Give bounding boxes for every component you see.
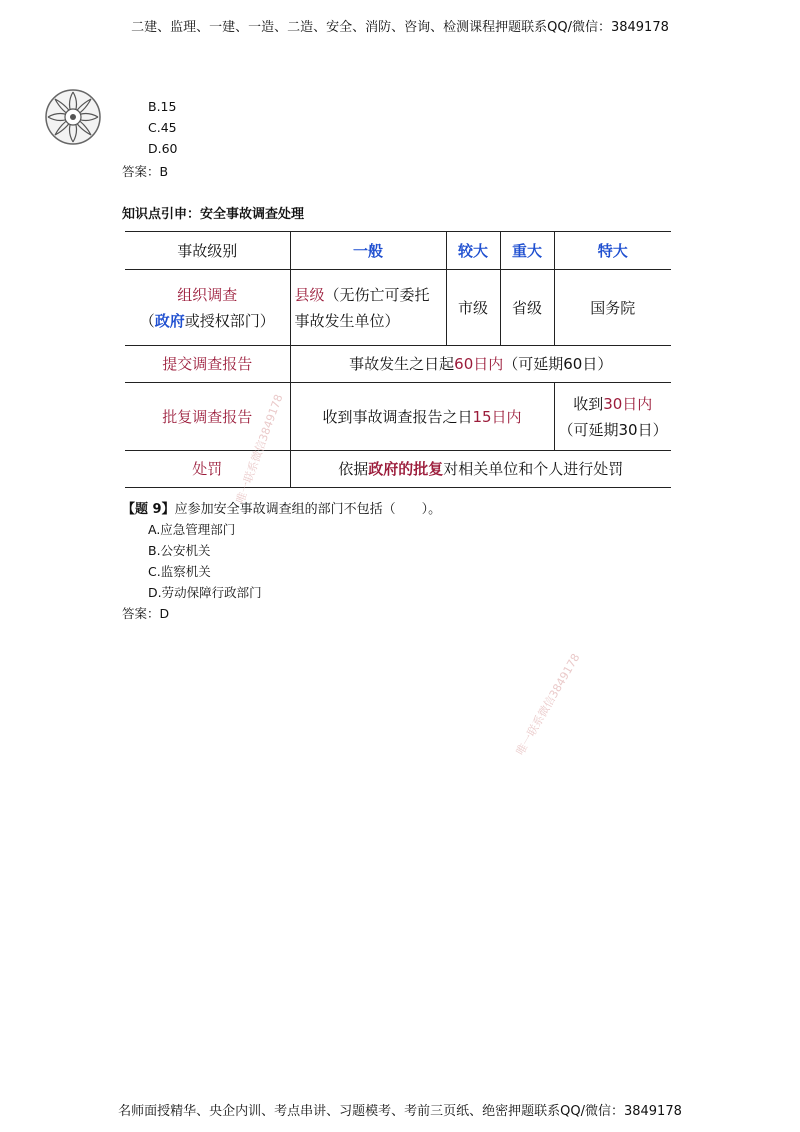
approve-label: 批复调查报告 bbox=[125, 383, 290, 451]
head-general: 一般 bbox=[290, 232, 446, 270]
table-row-punish bbox=[125, 451, 671, 488]
watermark-2: 唯一联系微信3849178 bbox=[513, 651, 583, 758]
q9-option-c: C.监察机关 bbox=[148, 564, 211, 579]
organize-major: 省级 bbox=[500, 270, 554, 346]
table-row-organize bbox=[125, 270, 671, 346]
approve-text: 收到事故调查报告之日15日内 bbox=[290, 383, 554, 451]
page-footer: 名师面授精华、央企内训、考点串讲、习题模考、考前三页纸、绝密押题联系QQ/微信：3849178 bbox=[118, 1104, 682, 1119]
punish-label: 处罚 bbox=[125, 451, 290, 488]
table-header-row bbox=[125, 232, 671, 270]
organize-huge: 国务院 bbox=[554, 270, 671, 346]
organize-larger: 市级 bbox=[446, 270, 500, 346]
q9-option-b: B.公安机关 bbox=[148, 543, 211, 558]
investigation-table bbox=[125, 231, 671, 488]
page-header: 二建、监理、一建、一造、二造、安全、消防、咨询、检测课程押题联系QQ/微信：3849178 bbox=[131, 20, 669, 35]
q9-option-d: D.劳动保障行政部门 bbox=[148, 585, 262, 600]
approve-huge: 收到30日内 （可延期30日） bbox=[554, 383, 671, 451]
prev-option-b: B.15 bbox=[148, 99, 177, 114]
punish-text: 依据政府的批复对相关单位和个人进行处罚 bbox=[290, 451, 671, 488]
organize-label-main: 组织调查 bbox=[177, 285, 238, 304]
knowledge-title: 知识点引申：安全事故调查处理 bbox=[122, 207, 305, 222]
q9-answer: 答案：D bbox=[122, 606, 170, 621]
organize-label-sub: （政府或授权部门） bbox=[139, 311, 275, 330]
submit-label: 提交调查报告 bbox=[125, 346, 290, 383]
prev-option-d: D.60 bbox=[148, 141, 178, 156]
head-level: 事故级别 bbox=[125, 232, 290, 270]
question-9-stem: 【题 9】应参加安全事故调查组的部门不包括（ ）。 bbox=[122, 502, 442, 517]
head-huge: 特大 bbox=[554, 232, 671, 270]
table-row-submit bbox=[125, 346, 671, 383]
table-row-approve bbox=[125, 383, 671, 451]
head-larger: 较大 bbox=[446, 232, 500, 270]
head-major: 重大 bbox=[500, 232, 554, 270]
organize-general: 县级（无伤亡可委托事故发生单位） bbox=[290, 270, 446, 346]
prev-answer: 答案：B bbox=[122, 164, 169, 179]
q9-option-a: A.应急管理部门 bbox=[148, 522, 236, 537]
prev-option-c: C.45 bbox=[148, 120, 177, 135]
organize-label bbox=[125, 270, 290, 346]
submit-text: 事故发生之日起60日内（可延期60日） bbox=[290, 346, 671, 383]
watermark-1: 唯一联系微信3849178 bbox=[233, 392, 286, 506]
seal-logo-icon bbox=[44, 88, 102, 146]
